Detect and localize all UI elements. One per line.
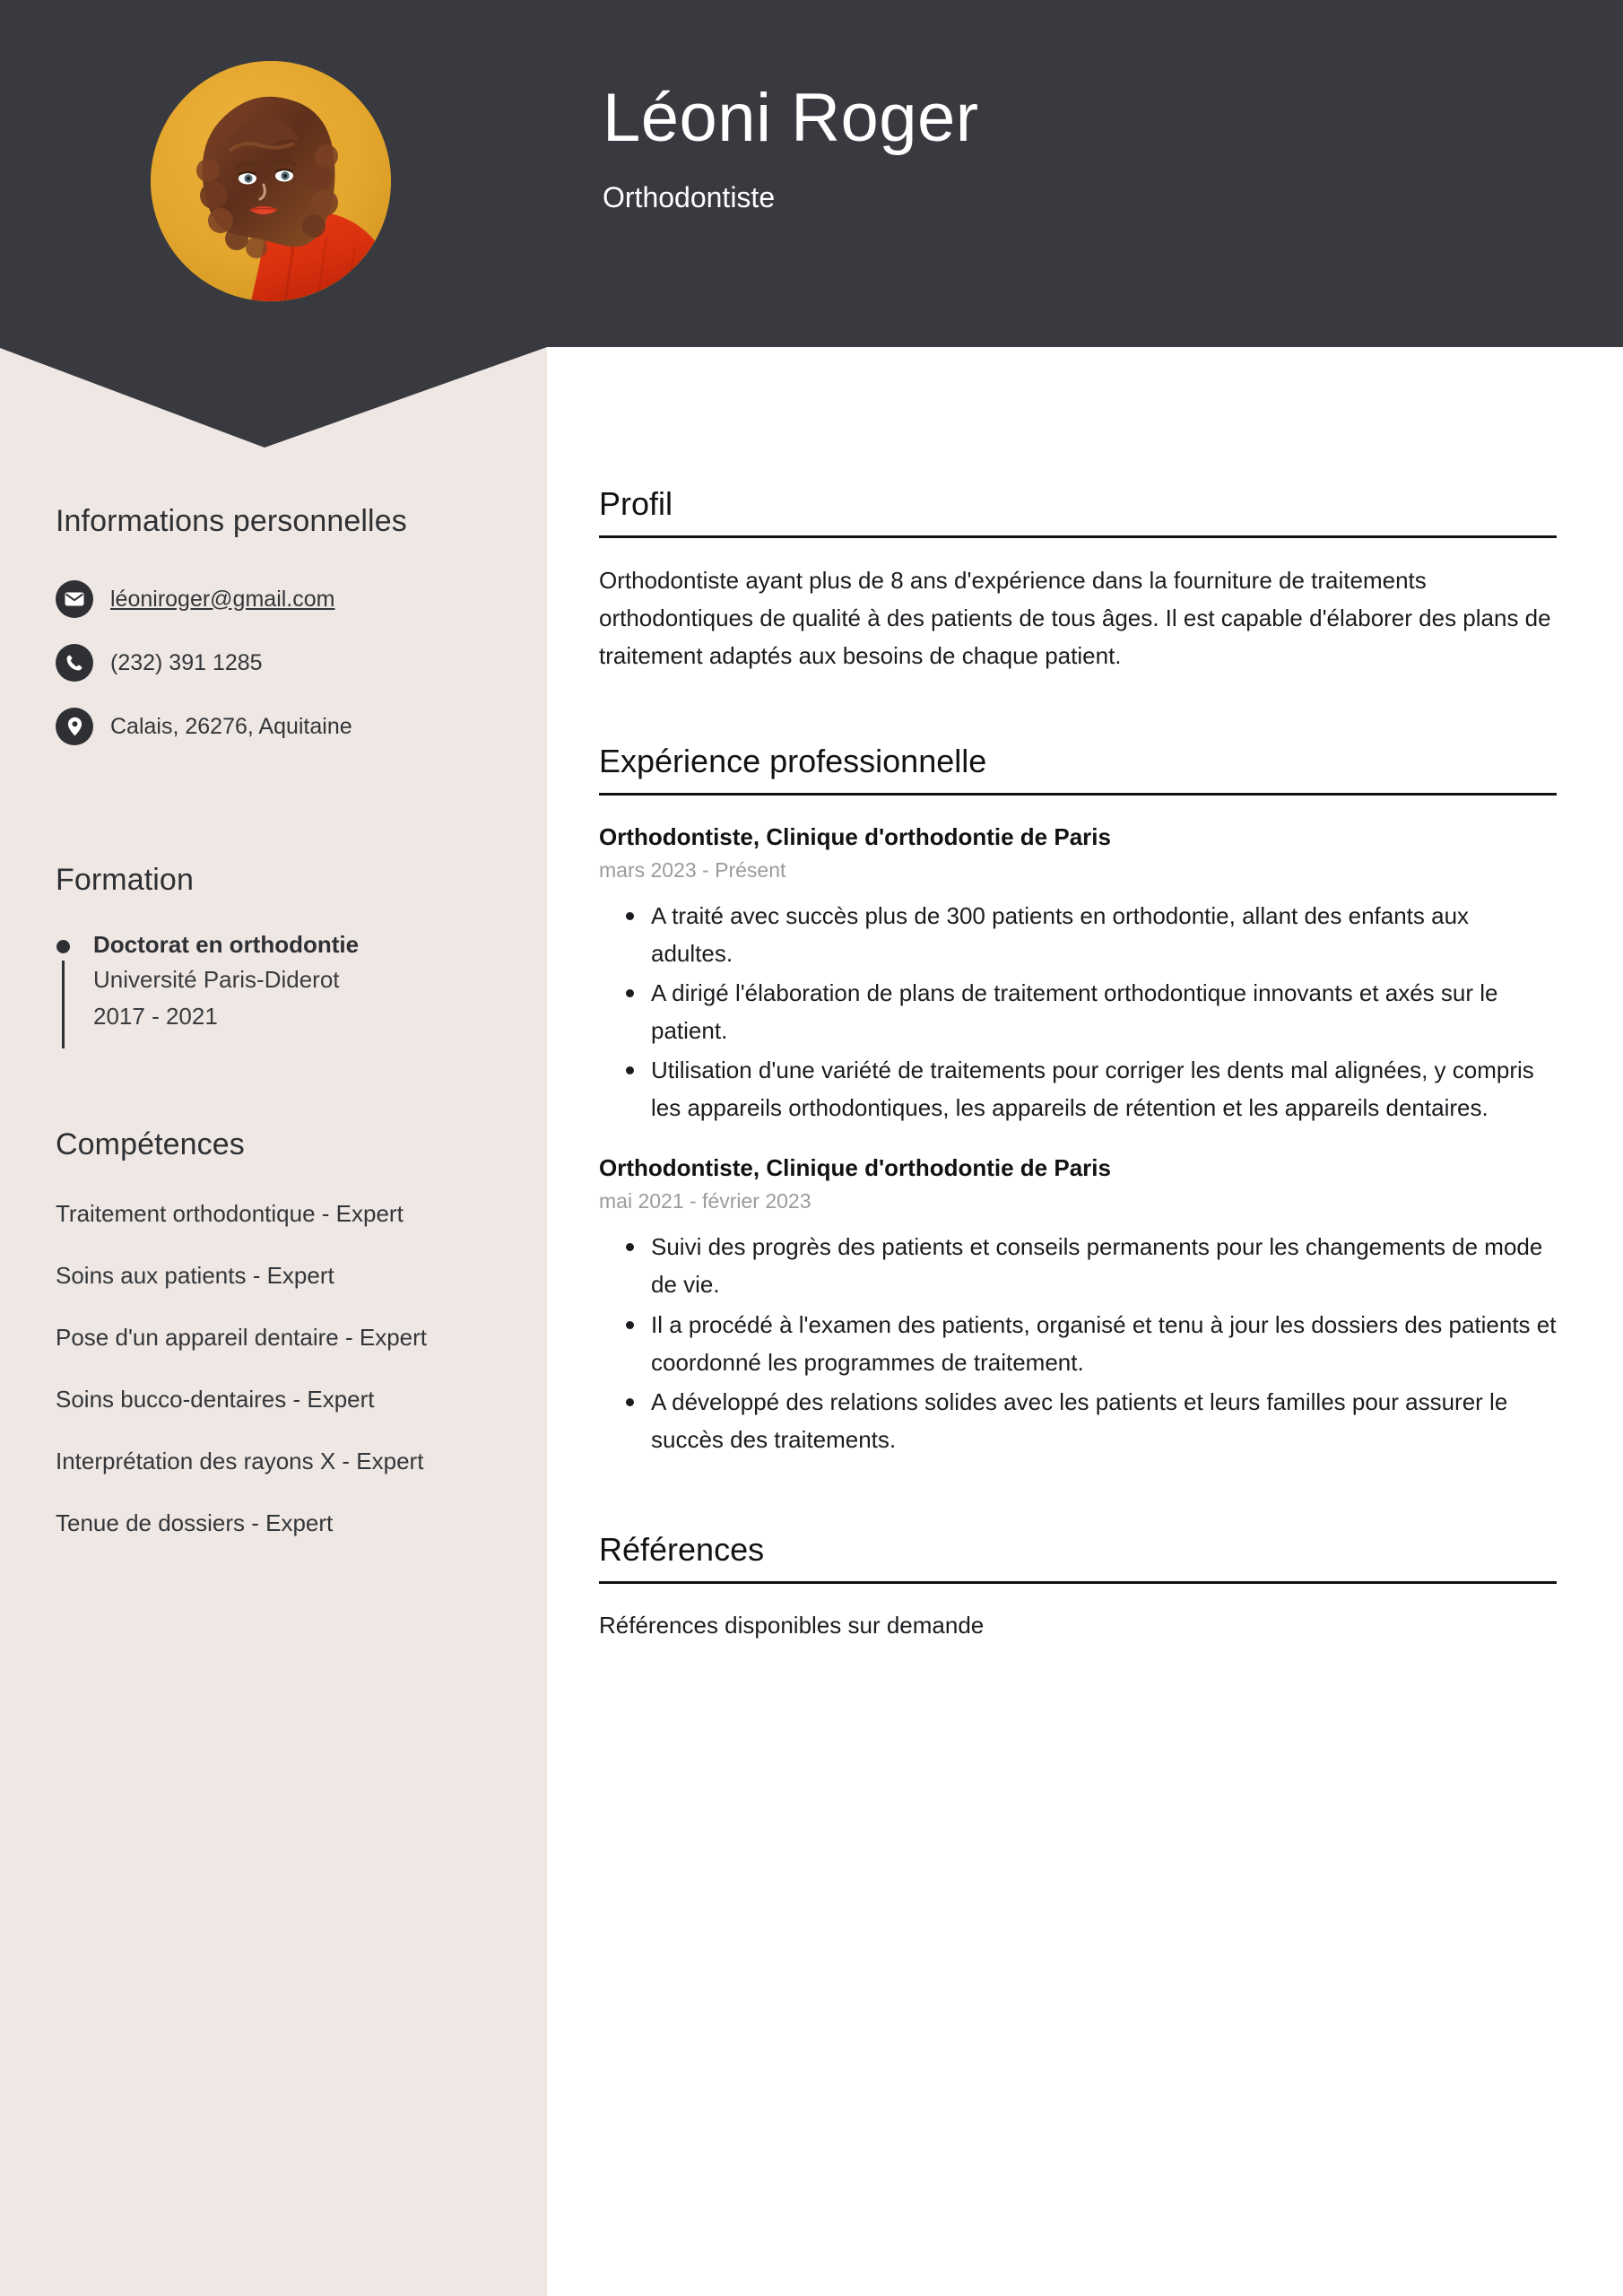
formation-degree: Doctorat en orthodontie: [93, 930, 360, 958]
profile-section: [599, 484, 1557, 675]
section-divider: [599, 535, 1557, 538]
contact-location[interactable]: [56, 708, 504, 745]
list-item: Traitement orthodontique - Expert: [56, 1199, 404, 1227]
list-item: A développé des relations solides avec les patients et leurs familles pour assurer le succès des traitements.: [651, 1383, 1557, 1458]
experience-dates: mars 2023 - Présent: [599, 857, 786, 882]
experience-heading: Expérience professionnelle: [599, 742, 987, 779]
formation-heading: Formation: [56, 863, 194, 897]
experience-bullets: [599, 1228, 1557, 1458]
list-item: A dirigé l'élaboration de plans de traitement orthodontique innovants et axés sur le patient.: [651, 974, 1557, 1049]
formation-section: [56, 861, 504, 1032]
skills-heading: Compétences: [56, 1127, 245, 1161]
list-item: Interprétation des rayons X - Expert: [56, 1447, 424, 1474]
references-heading: Références: [599, 1530, 765, 1568]
portrait-photo-icon: [151, 61, 391, 301]
formation-entry: [56, 930, 504, 1033]
contact-location-text: Calais, 26276, Aquitaine: [110, 713, 352, 739]
list-item: Tenue de dossiers - Expert: [56, 1509, 334, 1536]
skills-list: [56, 1196, 504, 1541]
name-block: [603, 80, 979, 214]
section-divider: [599, 1581, 1557, 1584]
references-text: Références disponibles sur demande: [599, 1612, 985, 1639]
experience-entry: [599, 822, 1557, 1127]
experience-dates: mai 2021 - février 2023: [599, 1189, 812, 1213]
experience-bullets: [599, 897, 1557, 1127]
list-item: Soins bucco-dentaires - Expert: [56, 1385, 375, 1413]
experience-entry: [599, 1153, 1557, 1458]
formation-dates: 2017 - 2021: [93, 1002, 218, 1030]
experience-title: Orthodontiste, Clinique d'orthodontie de Paris: [599, 1154, 1111, 1182]
list-item: Soins aux patients - Expert: [56, 1261, 334, 1289]
contact-email-text: léoniroger@gmail.com: [110, 586, 335, 612]
list-item: Suivi des progrès des patients et conseils permanents pour les changements de mode de vie.: [651, 1228, 1557, 1303]
personal-info-section: [56, 502, 504, 771]
list-item: Utilisation d'une variété de traitements pour corriger les dents mal alignées, y compris les appareils orthodontiques, les appareils de rétention et les appareils dentaires.: [651, 1051, 1557, 1126]
experience-section: [599, 742, 1557, 1458]
main-content: [599, 484, 1557, 1645]
profile-text: Orthodontiste ayant plus de 8 ans d'expérience dans la fourniture de traitements orthodontiques de qualité à des patients de tous âges. Il est capable d'élaborer des plans de traitement adaptés aux besoins de chaque patient.: [599, 567, 1551, 670]
list-item: Il a procédé à l'examen des patients, organisé et tenu à jour les dossiers des patients et coordonné les programmes de traitement.: [651, 1306, 1557, 1381]
header-job-title: Orthodontiste: [603, 180, 776, 213]
profile-heading: Profil: [599, 485, 673, 522]
avatar: [151, 61, 391, 301]
contact-phone-text: (232) 391 1285: [110, 649, 263, 675]
timeline-line: [62, 961, 65, 1048]
location-pin-icon: [56, 708, 93, 745]
personal-info-heading: Informations personnelles: [56, 504, 407, 538]
envelope-icon: [56, 580, 93, 618]
list-item: A traité avec succès plus de 300 patients en orthodontie, allant des enfants aux adultes.: [651, 897, 1557, 972]
contact-email[interactable]: [56, 580, 504, 618]
contact-list: [56, 580, 504, 745]
page-title: Léoni Roger: [603, 80, 979, 156]
formation-school: Université Paris-Diderot: [93, 966, 340, 994]
section-divider: [599, 793, 1557, 796]
references-section: [599, 1530, 1557, 1645]
list-item: Pose d'un appareil dentaire - Expert: [56, 1323, 427, 1351]
timeline-dot-icon: [56, 940, 70, 953]
contact-phone[interactable]: [56, 644, 504, 682]
skills-section: [56, 1126, 504, 1568]
phone-icon: [56, 644, 93, 682]
experience-title: Orthodontiste, Clinique d'orthodontie de Paris: [599, 822, 1111, 850]
